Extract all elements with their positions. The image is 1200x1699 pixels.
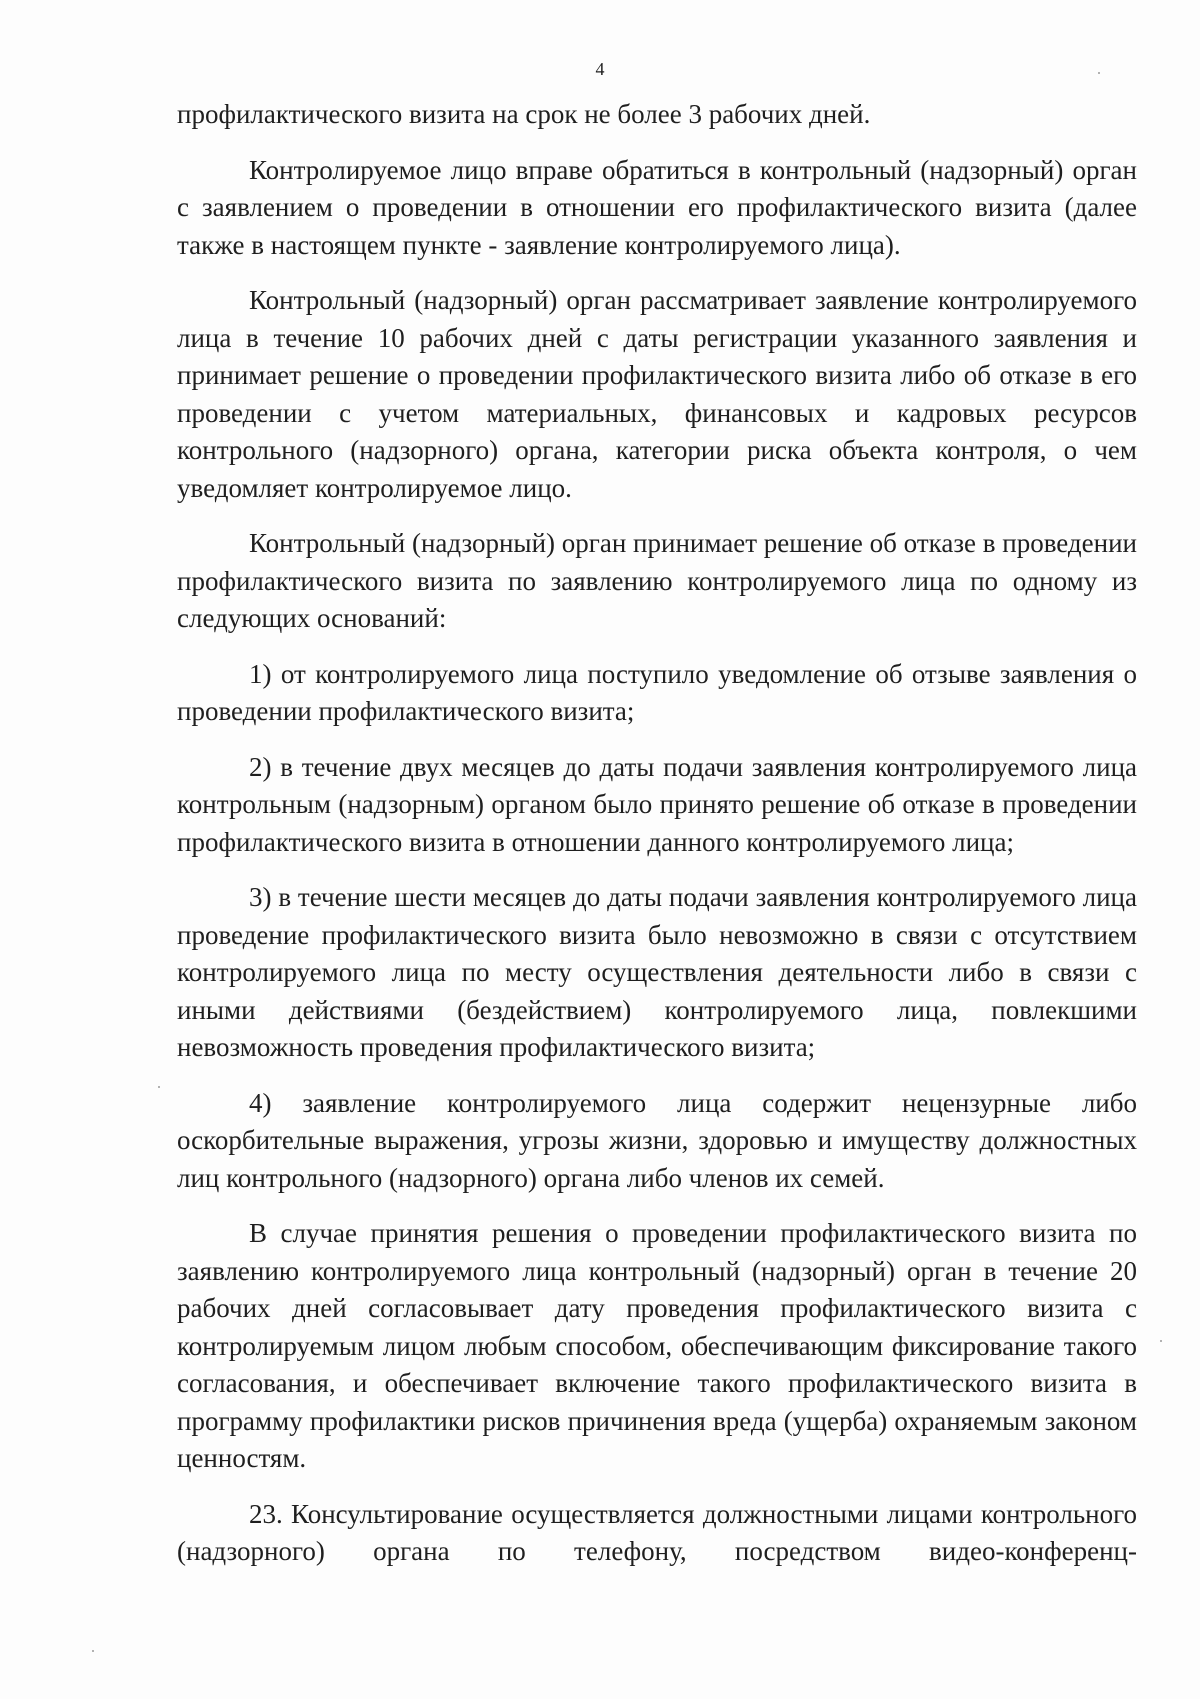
list-item-ground-1: 1) от контролируемого лица поступило уведомление об отзыве заявления о проведении профилактического визита; [177,658,1137,726]
paragraph-visit-scheduling: В случае принятия решения о проведении профилактического визита по заявлению контролируемого лица контрольный (надзорный) орган в течение 20 рабочих дней согласовывает дату проведения профилактического визита с контролируемым лицом любым способом, обеспечивающим фиксирование такого согласования, и обеспечивает включение такого профилактического визита в программу профилактики рисков причинения вреда (ущерба) охраняемым законом ценностям. [177,1218,1137,1473]
scan-speck [158,1086,160,1088]
paragraph-continuation: профилактического визита на срок не более 3 рабочих дней. [177,99,871,129]
list-item-ground-3: 3) в течение шести месяцев до даты подачи заявления контролируемого лица проведение профилактического визита было невозможно в связи с отсутствием контролируемого лица по месту осуществления деятельности либо в связи с иными действиями (бездействием) контролируемого лица, повлекшими невозможность проведения профилактического визита; [177,882,1137,1062]
scan-speck [1160,1340,1162,1342]
scan-speck [1098,72,1100,74]
document-body [177,96,1137,1589]
paragraph-review-of-application: Контрольный (надзорный) орган рассматривает заявление контролируемого лица в течение 10 рабочих дней с даты регистрации указанного заявления и принимает решение о проведении профилактического визита либо об отказе в его проведении с учетом материальных, финансовых и кадровых ресурсов контрольного (надзорного) органа, категории риска объекта контроля, о чем уведомляет контролируемое лицо. [177,285,1137,503]
list-item-ground-2: 2) в течение двух месяцев до даты подачи заявления контролируемого лица контрольным (надзорным) органом было принято решение об отказе в проведении профилактического визита в отношении данного контролируемого лица; [177,751,1137,857]
paragraph-refusal-grounds-intro: Контрольный (надзорный) орган принимает решение об отказе в проведении профилактического визита по заявлению контролируемого лица по одному из следующих оснований: [177,528,1137,633]
page-number: 4 [595,59,605,79]
scan-speck [92,1650,94,1652]
paragraph-item-23-consulting: 23. Консультирование осуществляется должностными лицами контрольного (надзорного) органа по телефону, посредством видео-конференц- [177,1498,1137,1566]
list-item-ground-4: 4) заявление контролируемого лица содержит нецензурные либо оскорбительные выражения, угрозы жизни, здоровью и имуществу должностных лиц контрольного (надзорного) органа либо членов их семей. [177,1087,1137,1193]
paragraph-right-to-apply: Контролируемое лицо вправе обратиться в контрольный (надзорный) орган с заявлением о проведении в отношении его профилактического визита (далее также в настоящем пункте - заявление контролируемого лица). [177,154,1137,260]
